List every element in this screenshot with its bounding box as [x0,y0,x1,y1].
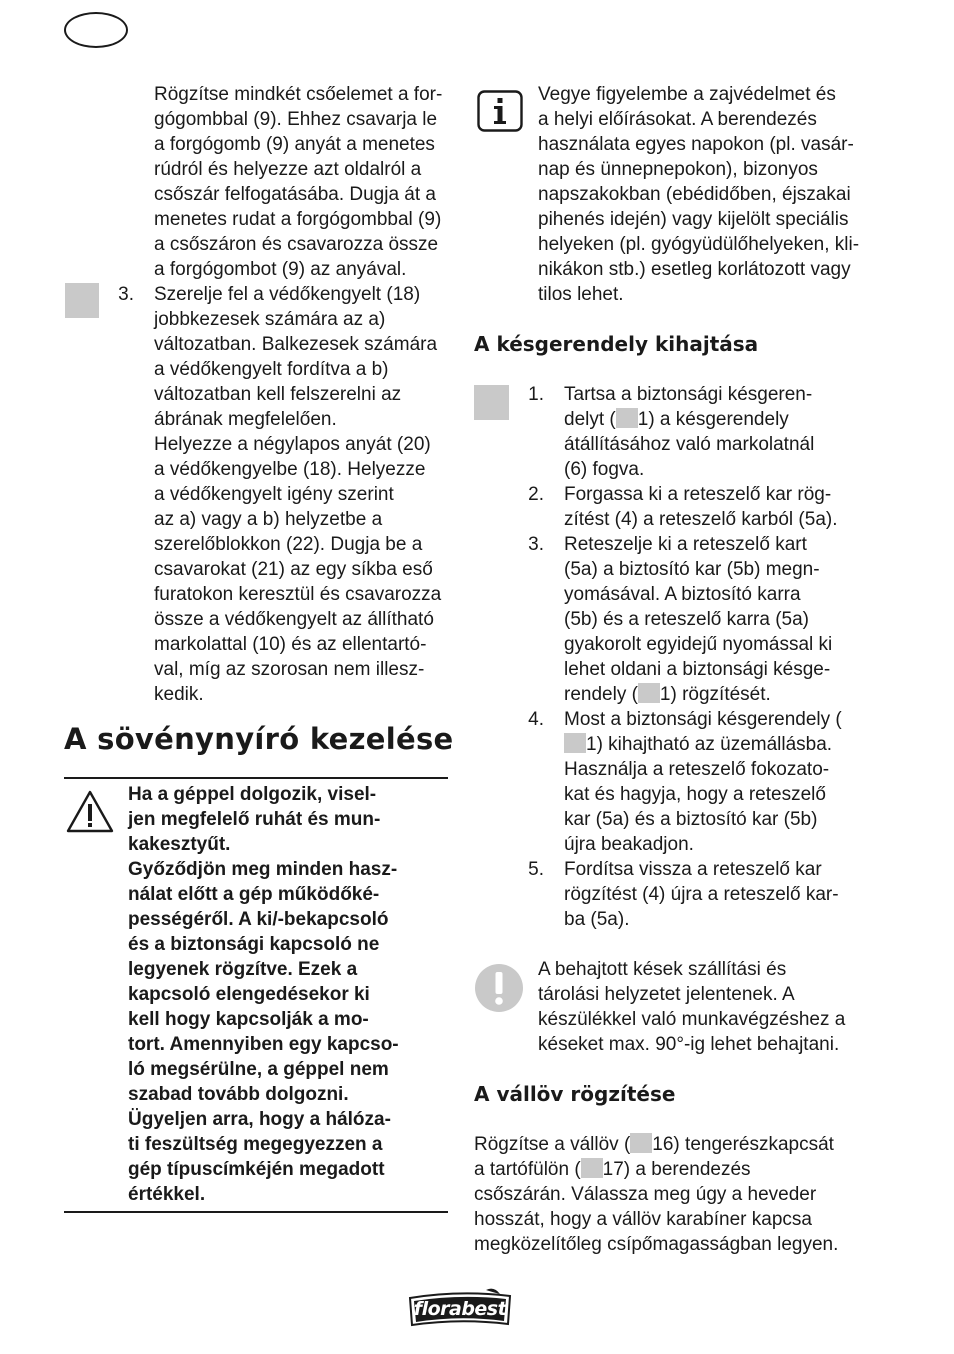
text-line: kat és hagyja, hogy a reteszelő [564,784,826,805]
list-item [514,857,874,932]
text-line: rúdról és helyezze azt oldalról a [154,159,422,180]
text-line: Ügyeljen arra, hogy a hálóza- [128,1109,391,1130]
text-line: Szerelje fel a védőkengyelt (18) [154,284,421,305]
text-line: Rögzítse mindkét csőelemet a for- [154,84,443,105]
text-line: változatban kell felszerelni az [154,384,402,405]
text-line: rendely ( 1) rögzítését. [564,684,771,705]
intro-paragraph [154,82,454,282]
text-line: jobbkezesek számára az a) [154,309,386,330]
logo-text: florabest [413,1298,507,1320]
strap-text [474,1132,874,1257]
warning-text [128,782,458,1207]
text-line: Helyezze a négylapos anyát (20) [154,434,431,455]
text-line: tort. Amennyiben egy kapcso- [128,1034,399,1055]
figure-reference-box [638,683,660,703]
text-line: kar (5a) és a biztosító kar (5b) [564,809,818,830]
step-number: 5. [528,859,544,880]
text-line: zítést (4) a reteszelő karból (5a). [564,509,838,530]
step-number: 2. [528,484,544,505]
text-line: a csőszáron és csavarozza össze [154,234,439,255]
text-line: ti feszültség megegyezzen a [128,1134,383,1155]
step-text [564,857,874,932]
figure-reference-box [65,283,99,318]
list-item [514,482,874,532]
text-line: lehet oldani a biztonsági késge- [564,659,831,680]
text-line: napszakokban (ebédidőben, éjszakai [538,184,851,205]
text-line: és a biztonsági kapcsoló ne [128,934,380,955]
text-line: Vegye figyelembe a zajvédelmet és [538,84,836,105]
text-line: készülékkel való munkavégzéshez a [538,1009,846,1030]
figure-reference-box [474,385,509,420]
text-line: markolattal (10) és az ellentartó- [154,634,427,655]
text-line: gép típuscímkéjén megadott [128,1159,385,1180]
text-line: pihenés idején) vagy kijelölt speciális [538,209,849,230]
step-text [564,532,874,707]
blade-steps-list [514,382,874,932]
text-line: rögzítést (4) újra a reteszelő kar- [564,884,839,905]
language-badge [64,12,128,48]
figure-reference-box [581,1158,603,1178]
text-line: a helyi előírásokat. A berendezés [538,109,817,130]
heading-blade: A késgerendely kihajtása [474,332,759,356]
text-line: (6) fogva. [564,459,645,480]
text-line: menetes rudat a forgógombbal (9) [154,209,442,230]
text-line: ló megsérülne, a géppel nem [128,1059,389,1080]
warning-triangle-icon [66,790,114,834]
text-line: nálat előtt a gép működőké- [128,884,380,905]
list-item [514,707,874,857]
text-line: Forgassa ki a reteszelő kar rög- [564,484,832,505]
text-line: kapcsoló elengedésekor ki [128,984,370,1005]
text-line: újra beakadjon. [564,834,694,855]
text-line: (5b) és a reteszelő karra (5a) [564,609,809,630]
text-line: Tartsa a biztonsági késgeren- [564,384,813,405]
text-line: össze a védőkengyelt az állítható [154,609,434,630]
text-line: megközelítőleg csípőmagasságban legyen. [474,1234,839,1255]
text-line: gógombbal (9). Ehhez csavarja le [154,109,438,130]
text-line: (5a) a biztosító kar (5b) megn- [564,559,820,580]
brand-logo [406,1288,514,1328]
text-line: a forgógomb (9) anyát a menetes [154,134,435,155]
section-title: A sövénynyíró kezelése [64,722,454,756]
text-line: gyakorolt egyidejű nyomással ki [564,634,833,655]
text-line: csőszárán. Válassza meg úgy a heveder [474,1184,817,1205]
heading-strap: A vállöv rögzítése [474,1082,676,1106]
text-line: változatban. Balkezesek számára [154,334,438,355]
text-line: helyeken (pl. gyógyüdülőhelyeken, kli- [538,234,860,255]
section-divider-top [64,777,448,779]
text-line: a tartófülön ( 17) a berendezés [474,1159,751,1180]
step-number: 3. [118,284,134,305]
text-line: Reteszelje ki a reteszelő kart [564,534,807,555]
info-icon [477,90,523,132]
step-number: 4. [528,709,544,730]
text-line: csavarokat (21) az egy síkba eső [154,559,433,580]
text-line: pességéről. A ki/-bekapcsoló [128,909,389,930]
text-line: nap és ünnepnepokon), bizonyos [538,159,818,180]
note-text [538,957,878,1057]
text-line: a védőkengyelt igény szerint [154,484,394,505]
text-line: ábrának megfelelően. [154,409,337,430]
list-item [514,382,874,482]
text-line: a forgógombot (9) az anyával. [154,259,407,280]
step-number: 1. [528,384,544,405]
text-line: legyenek rögzítve. Ezek a [128,959,358,980]
step-text [564,382,874,482]
text-line: szabad tovább dolgozni. [128,1084,349,1105]
text-line: értékkel. [128,1184,206,1205]
figure-reference-box [564,733,586,753]
text-line: furatokon keresztül és csavarozza [154,584,442,605]
text-line: Használja a reteszelő fokozato- [564,759,830,780]
text-line: val, míg az szorosan nem illesz- [154,659,425,680]
text-line: kell hogy kapcsolják a mo- [128,1009,369,1030]
text-line: kakesztyűt. [128,834,231,855]
text-line: 1) kihajtható az üzemállásba. [564,732,874,757]
text-line: csőszár felfogatásába. Dugja át a [154,184,437,205]
text-line: Fordítsa vissza a reteszelő kar [564,859,822,880]
text-line: A behajtott kések szállítási és [538,959,787,980]
step-text [564,707,874,857]
text-line: átállításához való markolatnál [564,434,815,455]
text-line: yomásával. A biztosító karra [564,584,801,605]
text-line: kedik. [154,684,204,705]
step-text [564,482,874,532]
text-line: hosszát, hogy a vállöv karabíner kapcsa [474,1209,812,1230]
info-text [538,82,868,307]
text-line: Győződjön meg minden hasz- [128,859,398,880]
text-line: a védőkengyelt fordítva a b) [154,359,389,380]
text-line: az a) vagy a b) helyzetbe a [154,509,383,530]
text-line: Most a biztonsági késgerendely ( [564,709,842,730]
text-line: használata egyes napokon (pl. vasár- [538,134,854,155]
step3-text [154,282,454,707]
text-line: Ha a géppel dolgozik, visel- [128,784,377,805]
text-line: késeket max. 90°-ig lehet behajtani. [538,1034,840,1055]
figure-reference-box [630,1133,652,1153]
text-line: nikákon stb.) esetleg korlátozott vagy [538,259,851,280]
text-line: delyt ( 1) a késgerendely [564,409,789,430]
text-line: tilos lehet. [538,284,624,305]
text-line: ba (5a). [564,909,630,930]
text-line: a védőkengyelbe (18). Helyezze [154,459,426,480]
figure-reference-box [616,408,638,428]
list-item [514,532,874,707]
section-divider-bottom [64,1211,448,1213]
exclamation-icon [474,963,524,1013]
text-line: jen megfelelő ruhát és mun- [128,809,381,830]
step-number: 3. [528,534,544,555]
text-line: szerelőblokkon (22). Dugja be a [154,534,423,555]
text-line: Rögzítse a vállöv ( 16) tengerészkapcsát [474,1134,834,1155]
text-line: tárolási helyzetet jelentenek. A [538,984,795,1005]
